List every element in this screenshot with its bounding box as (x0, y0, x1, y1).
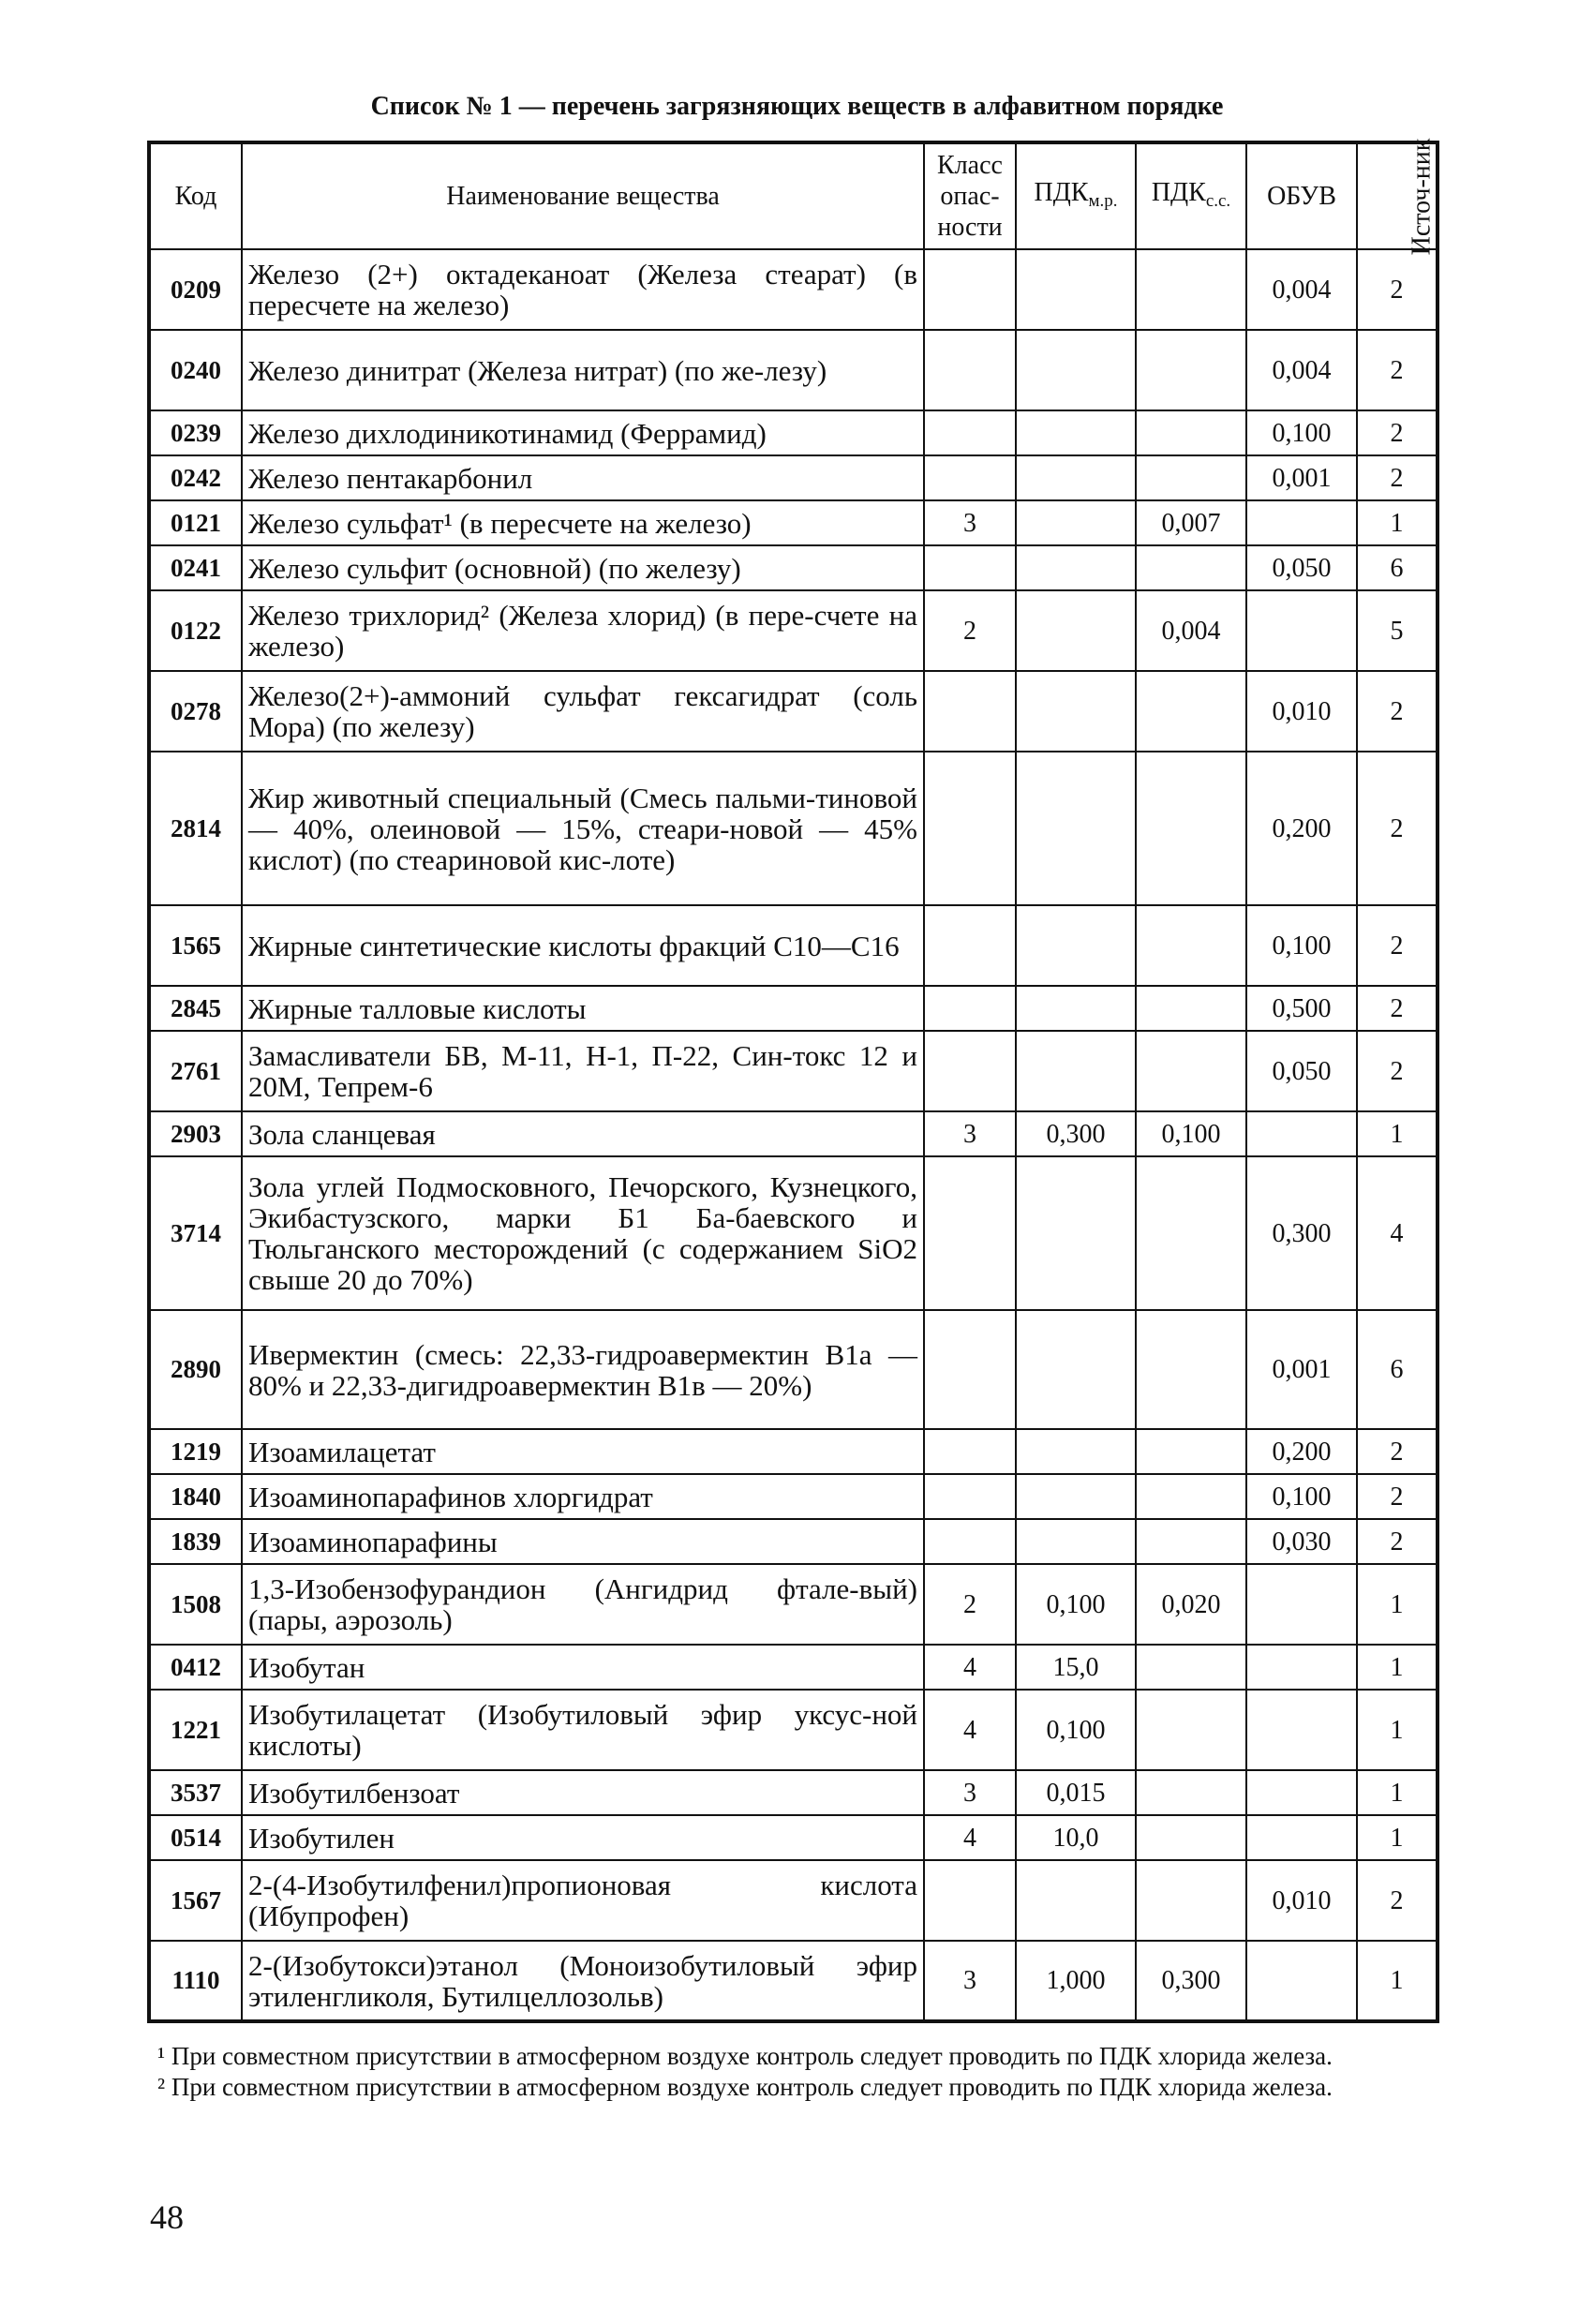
cell-code: 3714 (149, 1156, 242, 1310)
cell-name: Ивермектин (смесь: 22,33-гидроавермектин B1a — 80% и 22,33-дигидроавермектин B1в — 20%) (242, 1310, 924, 1429)
table-row (149, 1519, 1438, 1564)
cell-class: 3 (924, 1770, 1016, 1815)
cell-pdk-ss (1136, 1310, 1246, 1429)
cell-pdk-ss (1136, 1690, 1246, 1770)
cell-name: Зола углей Подмосковного, Печорского, Кузнецкого, Экибастузского, марки Б1 Ба-баевского и Тюльганского месторождений (с содержанием SiO2 свыше 20 до 70%) (242, 1156, 924, 1310)
cell-source: 2 (1357, 1031, 1438, 1111)
cell-obuv (1246, 590, 1357, 671)
cell-pdk-ss: 0,100 (1136, 1111, 1246, 1156)
cell-pdk-mr: 0,015 (1016, 1770, 1136, 1815)
cell-obuv (1246, 1111, 1357, 1156)
cell-pdk-mr (1016, 986, 1136, 1031)
cell-class (924, 1519, 1016, 1564)
cell-name: Железо динитрат (Железа нитрат) (по же-лезу) (242, 330, 924, 410)
table-row (149, 671, 1438, 752)
cell-obuv: 0,100 (1246, 1474, 1357, 1519)
cell-name: Жирные талловые кислоты (242, 986, 924, 1031)
cell-source: 2 (1357, 455, 1438, 500)
cell-pdk-mr (1016, 500, 1136, 545)
table-row (149, 500, 1438, 545)
cell-source: 2 (1357, 671, 1438, 752)
table-row (149, 1690, 1438, 1770)
cell-code: 1565 (149, 905, 242, 986)
cell-code: 3537 (149, 1770, 242, 1815)
cell-source: 2 (1357, 249, 1438, 330)
cell-code: 1110 (149, 1941, 242, 2021)
cell-class (924, 410, 1016, 455)
cell-pdk-ss: 0,004 (1136, 590, 1246, 671)
cell-obuv (1246, 1941, 1357, 2021)
cell-pdk-mr (1016, 1474, 1136, 1519)
cell-pdk-ss (1136, 1474, 1246, 1519)
cell-name: Железо трихлорид² (Железа хлорид) (в пере-счете на железо) (242, 590, 924, 671)
cell-pdk-mr: 15,0 (1016, 1645, 1136, 1690)
cell-name: Железо сульфат¹ (в пересчете на железо) (242, 500, 924, 545)
cell-source: 2 (1357, 1474, 1438, 1519)
cell-class: 3 (924, 500, 1016, 545)
cell-pdk-mr (1016, 1310, 1136, 1429)
cell-pdk-ss (1136, 905, 1246, 986)
cell-code: 1567 (149, 1860, 242, 1941)
cell-class (924, 1031, 1016, 1111)
cell-obuv: 0,004 (1246, 330, 1357, 410)
cell-class (924, 455, 1016, 500)
cell-pdk-ss (1136, 752, 1246, 905)
cell-code: 2845 (149, 986, 242, 1031)
cell-pdk-ss (1136, 1031, 1246, 1111)
table-row (149, 1474, 1438, 1519)
table-row (149, 545, 1438, 590)
cell-source: 1 (1357, 1564, 1438, 1645)
cell-code: 0241 (149, 545, 242, 590)
cell-obuv: 0,050 (1246, 545, 1357, 590)
cell-class: 2 (924, 1564, 1016, 1645)
substances-table (147, 138, 1439, 2023)
cell-pdk-ss (1136, 1860, 1246, 1941)
cell-class (924, 1310, 1016, 1429)
cell-source: 1 (1357, 1690, 1438, 1770)
cell-class (924, 249, 1016, 330)
cell-name: Железо дихлодиникотинамид (Феррамид) (242, 410, 924, 455)
cell-source: 1 (1357, 1941, 1438, 2021)
header-class: Класс опас-ности (924, 142, 1016, 249)
cell-obuv: 0,100 (1246, 905, 1357, 986)
cell-obuv (1246, 1770, 1357, 1815)
header-pdk-ss: $ПДК_{с.с.}$ (1136, 142, 1246, 249)
table-row (149, 1156, 1438, 1310)
cell-pdk-mr: 0,100 (1016, 1690, 1136, 1770)
cell-source: 2 (1357, 752, 1438, 905)
cell-obuv (1246, 1645, 1357, 1690)
cell-source: 1 (1357, 1815, 1438, 1860)
cell-class (924, 671, 1016, 752)
cell-code: 0278 (149, 671, 242, 752)
cell-obuv: 0,500 (1246, 986, 1357, 1031)
table-header-row (149, 142, 1438, 249)
cell-pdk-mr: 0,300 (1016, 1111, 1136, 1156)
cell-pdk-ss (1136, 986, 1246, 1031)
table-row (149, 752, 1438, 905)
cell-pdk-ss (1136, 1519, 1246, 1564)
cell-class (924, 545, 1016, 590)
cell-name: Жир животный специальный (Смесь пальми-тиновой — 40%, олеиновой — 15%, стеари-новой — 45% кислот) (по стеариновой кис-лоте) (242, 752, 924, 905)
cell-class (924, 905, 1016, 986)
cell-obuv (1246, 1690, 1357, 1770)
cell-pdk-mr (1016, 1519, 1136, 1564)
cell-pdk-mr (1016, 1429, 1136, 1474)
cell-code: 1839 (149, 1519, 242, 1564)
cell-class (924, 986, 1016, 1031)
cell-class (924, 1156, 1016, 1310)
cell-pdk-mr (1016, 1156, 1136, 1310)
cell-name: Изоамилацетат (242, 1429, 924, 1474)
cell-name: Изобутилен (242, 1815, 924, 1860)
cell-name: Зола сланцевая (242, 1111, 924, 1156)
cell-source: 2 (1357, 1860, 1438, 1941)
cell-source: 2 (1357, 1519, 1438, 1564)
cell-pdk-ss (1136, 1429, 1246, 1474)
cell-code: 2903 (149, 1111, 242, 1156)
cell-source: 1 (1357, 1111, 1438, 1156)
cell-source: 2 (1357, 905, 1438, 986)
footnote-1: ¹ При совместном присутствии в атмосферном воздухе контроль следует проводить по ПДК хлорида железа. (157, 2042, 1333, 2070)
cell-obuv (1246, 500, 1357, 545)
cell-pdk-mr (1016, 455, 1136, 500)
cell-code: 1219 (149, 1429, 242, 1474)
cell-pdk-ss (1136, 545, 1246, 590)
cell-pdk-mr (1016, 545, 1136, 590)
cell-name: Изобутилацетат (Изобутиловый эфир уксус-ной кислоты) (242, 1690, 924, 1770)
footnote-2: ² При совместном присутствии в атмосферном воздухе контроль следует проводить по ПДК хлорида железа. (157, 2073, 1333, 2101)
cell-name: Изобутан (242, 1645, 924, 1690)
cell-pdk-ss (1136, 249, 1246, 330)
cell-pdk-ss (1136, 1645, 1246, 1690)
cell-code: 0412 (149, 1645, 242, 1690)
cell-source: 2 (1357, 986, 1438, 1031)
cell-class: 4 (924, 1645, 1016, 1690)
header-source: Источ-ник (1357, 142, 1438, 249)
cell-pdk-mr: 10,0 (1016, 1815, 1136, 1860)
cell-source: 5 (1357, 590, 1438, 671)
cell-code: 0240 (149, 330, 242, 410)
header-pdk-mr: $ПДК_{м.р.}$ (1016, 142, 1136, 249)
page-title: Список № 1 — перечень загрязняющих веществ в алфавитном порядке (370, 92, 1224, 121)
cell-code: 0122 (149, 590, 242, 671)
table-row (149, 410, 1438, 455)
page-number: 48 (150, 2198, 184, 2236)
cell-name: Изоаминопарафинов хлоргидрат (242, 1474, 924, 1519)
header-obuv: ОБУВ (1246, 142, 1357, 249)
table-row (149, 1815, 1438, 1860)
cell-obuv: 0,050 (1246, 1031, 1357, 1111)
table-row (149, 1564, 1438, 1645)
cell-obuv (1246, 1815, 1357, 1860)
cell-pdk-mr (1016, 1031, 1136, 1111)
cell-pdk-ss (1136, 1156, 1246, 1310)
cell-source: 6 (1357, 1310, 1438, 1429)
cell-code: 0242 (149, 455, 242, 500)
cell-source: 4 (1357, 1156, 1438, 1310)
cell-name: Железо сульфит (основной) (по железу) (242, 545, 924, 590)
cell-obuv: 0,030 (1246, 1519, 1357, 1564)
cell-source: 6 (1357, 545, 1438, 590)
cell-code: 0209 (149, 249, 242, 330)
cell-name: 2-(4-Изобутилфенил)пропионовая кислота (Ибупрофен) (242, 1860, 924, 1941)
table-row (149, 986, 1438, 1031)
cell-obuv: 0,100 (1246, 410, 1357, 455)
cell-pdk-ss: 0,007 (1136, 500, 1246, 545)
cell-name: Изоаминопарафины (242, 1519, 924, 1564)
header-code: Код (149, 142, 242, 249)
cell-obuv: 0,300 (1246, 1156, 1357, 1310)
cell-source: 1 (1357, 500, 1438, 545)
cell-name: Замасливатели БВ, М-11, Н-1, П-22, Син-токс 12 и 20М, Тепрем-6 (242, 1031, 924, 1111)
table-row (149, 905, 1438, 986)
cell-class (924, 330, 1016, 410)
cell-class (924, 1860, 1016, 1941)
cell-code: 1508 (149, 1564, 242, 1645)
cell-obuv: 0,001 (1246, 455, 1357, 500)
cell-pdk-ss (1136, 455, 1246, 500)
cell-source: 1 (1357, 1770, 1438, 1815)
cell-pdk-ss: 0,300 (1136, 1941, 1246, 2021)
footnotes (157, 2041, 1427, 2103)
cell-code: 1840 (149, 1474, 242, 1519)
cell-pdk-mr (1016, 249, 1136, 330)
cell-pdk-mr (1016, 905, 1136, 986)
cell-pdk-mr (1016, 1860, 1136, 1941)
cell-obuv: 0,200 (1246, 1429, 1357, 1474)
cell-obuv: 0,001 (1246, 1310, 1357, 1429)
cell-pdk-ss (1136, 410, 1246, 455)
cell-pdk-ss (1136, 1815, 1246, 1860)
cell-pdk-mr (1016, 752, 1136, 905)
cell-pdk-ss (1136, 671, 1246, 752)
cell-pdk-mr (1016, 590, 1136, 671)
table-row (149, 1645, 1438, 1690)
cell-name: 1,3-Изобензофурандион (Ангидрид фтале-вый) (пары, аэрозоль) (242, 1564, 924, 1645)
cell-pdk-ss (1136, 1770, 1246, 1815)
cell-code: 0121 (149, 500, 242, 545)
cell-class: 2 (924, 590, 1016, 671)
table-row (149, 330, 1438, 410)
cell-obuv: 0,200 (1246, 752, 1357, 905)
table-row (149, 1941, 1438, 2021)
cell-code: 0514 (149, 1815, 242, 1860)
cell-source: 1 (1357, 1645, 1438, 1690)
cell-pdk-ss (1136, 330, 1246, 410)
cell-source: 2 (1357, 1429, 1438, 1474)
table-row (149, 590, 1438, 671)
cell-pdk-mr (1016, 330, 1136, 410)
table-row (149, 1310, 1438, 1429)
table-row (149, 249, 1438, 330)
cell-code: 0239 (149, 410, 242, 455)
cell-code: 2761 (149, 1031, 242, 1111)
cell-name: Изобутилбензоат (242, 1770, 924, 1815)
cell-source: 2 (1357, 410, 1438, 455)
table-row (149, 1031, 1438, 1111)
cell-name: Жирные синтетические кислоты фракций C10—C16 (242, 905, 924, 986)
cell-class (924, 1429, 1016, 1474)
cell-obuv: 0,010 (1246, 1860, 1357, 1941)
cell-class: 3 (924, 1111, 1016, 1156)
cell-obuv (1246, 1564, 1357, 1645)
cell-pdk-mr: 0,100 (1016, 1564, 1136, 1645)
cell-name: Железо(2+)-аммоний сульфат гексагидрат (соль Мора) (по железу) (242, 671, 924, 752)
cell-pdk-ss: 0,020 (1136, 1564, 1246, 1645)
cell-class: 4 (924, 1690, 1016, 1770)
cell-code: 2890 (149, 1310, 242, 1429)
cell-pdk-mr (1016, 671, 1136, 752)
cell-name: Железо пентакарбонил (242, 455, 924, 500)
cell-source: 2 (1357, 330, 1438, 410)
cell-code: 2814 (149, 752, 242, 905)
table-row (149, 1860, 1438, 1941)
cell-obuv: 0,010 (1246, 671, 1357, 752)
cell-class (924, 1474, 1016, 1519)
cell-name: 2-(Изобутокси)этанол (Моноизобутиловый эфир этиленгликоля, Бутилцеллозольв) (242, 1941, 924, 2021)
table-row (149, 1429, 1438, 1474)
header-name: Наименование вещества (242, 142, 924, 249)
cell-pdk-mr (1016, 410, 1136, 455)
cell-class (924, 752, 1016, 905)
cell-name: Железо (2+) октадеканоат (Железа стеарат) (в пересчете на железо) (242, 249, 924, 330)
cell-obuv: 0,004 (1246, 249, 1357, 330)
cell-pdk-mr: 1,000 (1016, 1941, 1136, 2021)
table-row (149, 1770, 1438, 1815)
table-row (149, 455, 1438, 500)
table-row (149, 1111, 1438, 1156)
cell-code: 1221 (149, 1690, 242, 1770)
cell-class: 3 (924, 1941, 1016, 2021)
cell-class: 4 (924, 1815, 1016, 1860)
